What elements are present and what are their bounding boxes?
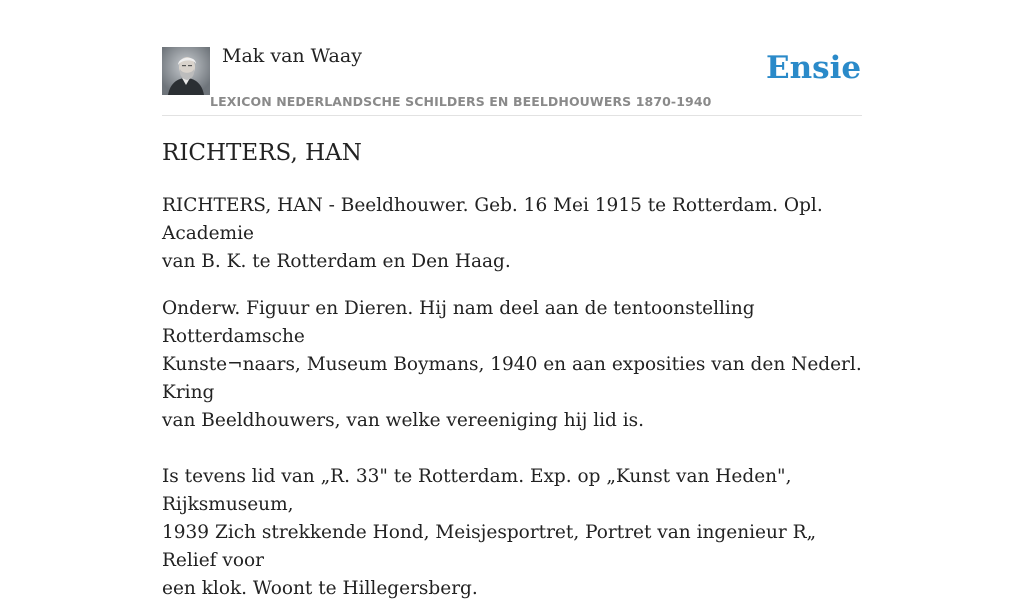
article-paragraph: Onderw. Figuur en Dieren. Hij nam deel aan de tentoonstelling Rotterdamsche Kunste¬naars, Museum Boymans, 1940 en aan exposities van den Nederl. Kring van Beeldhouwers, van welke vereeniging hij lid is. Is tevens lid van „R. 33" te Rotterdam. Exp. op „Kunst van Heden", Rijksmuseum, 1939 Zich strekkende Hond, Meisjesportret, Portret van ingenieur R„ Relief voor een klok. Woont te Hillegersberg. xyxy=(162,298,862,599)
article-title: RICHTERS, HAN xyxy=(162,140,362,166)
header-divider xyxy=(162,115,862,116)
article-body xyxy=(162,192,862,603)
ensie-logo[interactable]: Ensie xyxy=(766,50,862,86)
article-paragraph: RICHTERS, HAN - Beeldhouwer. Geb. 16 Mei 1915 te Rotterdam. Opl. Academie van B. K. te Rotterdam en Den Haag. xyxy=(162,195,823,272)
author-name[interactable]: Mak van Waay xyxy=(222,45,362,67)
author-portrait-icon xyxy=(162,47,210,95)
source-lexicon[interactable]: LEXICON NEDERLANDSCHE SCHILDERS EN BEELDHOUWERS 1870-1940 xyxy=(210,94,712,109)
author-avatar[interactable] xyxy=(162,47,210,95)
